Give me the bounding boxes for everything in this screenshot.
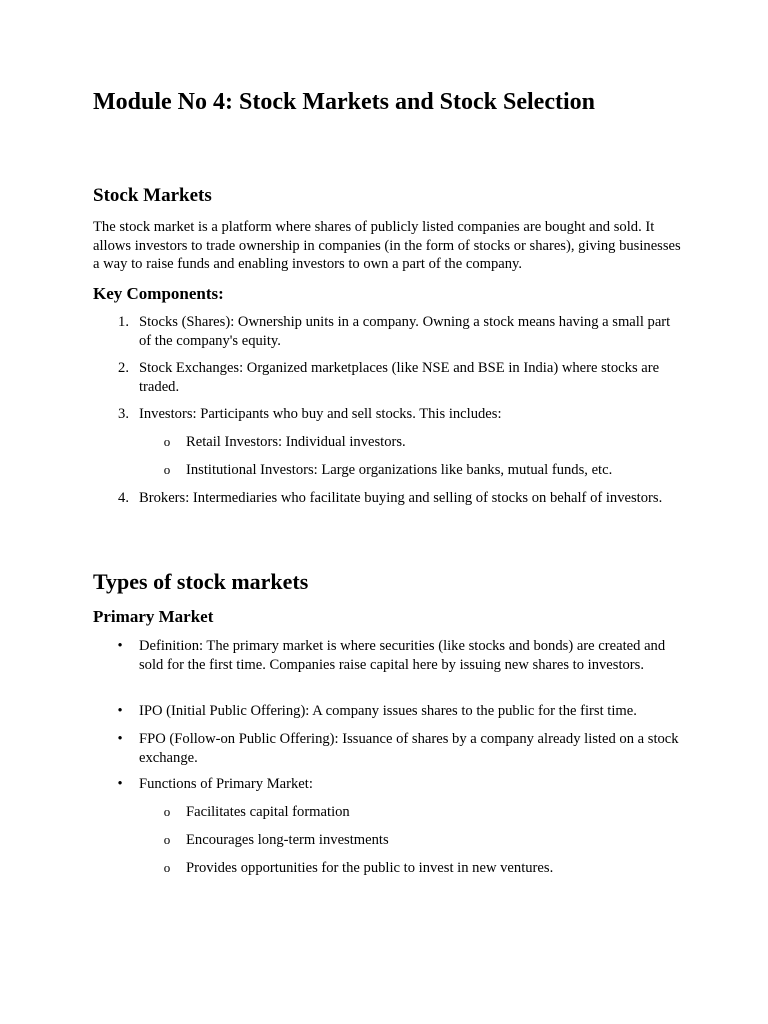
bullet: • — [117, 776, 123, 792]
list-number: 1. — [118, 314, 129, 330]
bullet: • — [117, 703, 123, 719]
list-item — [117, 730, 683, 767]
list-item-text: Definition: The primary market is where securities (like stocks and bonds) are created and sold for the first time. Companies raise capital here by issuing new shares to investors. — [139, 638, 666, 673]
list-item — [117, 637, 683, 674]
sub-bullet: o — [163, 804, 171, 819]
primary-market-heading: Primary Market — [93, 607, 214, 626]
list-item — [118, 405, 683, 424]
sub-list-item — [163, 433, 683, 452]
list-item — [117, 702, 683, 721]
bullet: • — [117, 731, 123, 747]
list-item — [117, 775, 683, 794]
sub-list-item-text: Provides opportunities for the public to invest in new ventures. — [186, 860, 554, 876]
list-item-text: Brokers: Intermediaries who facilitate buying and selling of stocks on behalf of investors. — [139, 490, 663, 506]
list-item — [118, 313, 683, 350]
list-item-text: Stock Exchanges: Organized marketplaces (like NSE and BSE in India) where stocks are traded. — [139, 360, 660, 395]
key-components-heading: Key Components: — [93, 284, 224, 303]
list-number: 4. — [118, 490, 129, 506]
list-item-text: IPO (Initial Public Offering): A company issues shares to the public for the first time. — [139, 703, 637, 719]
list-item-text: Investors: Participants who buy and sell stocks. This includes: — [139, 406, 502, 422]
sub-list-item-text: Retail Investors: Individual investors. — [186, 434, 406, 450]
page-title: Module No 4: Stock Markets and Stock Selection — [93, 89, 595, 115]
section-heading-types: Types of stock markets — [93, 569, 309, 594]
sub-list-item-text: Encourages long-term investments — [186, 832, 389, 848]
list-item — [118, 359, 683, 396]
sub-list-item — [163, 831, 683, 850]
sub-list-item-text: Institutional Investors: Large organizations like banks, mutual funds, etc. — [186, 462, 613, 478]
sub-list-item-text: Facilitates capital formation — [186, 804, 350, 820]
list-number: 3. — [118, 406, 129, 422]
sub-bullet: o — [163, 434, 171, 449]
sub-list-item — [163, 461, 683, 480]
sub-list-item — [163, 803, 683, 822]
bullet: • — [117, 638, 123, 654]
list-item-text: Stocks (Shares): Ownership units in a company. Owning a stock means having a small part of the company's equity. — [139, 314, 671, 349]
sub-bullet: o — [163, 462, 171, 477]
sub-bullet: o — [163, 860, 171, 875]
list-number: 2. — [118, 360, 129, 376]
sub-list-item — [163, 859, 683, 878]
stock-markets-intro: The stock market is a platform where shares of publicly listed companies are bought and sold. It allows investors to trade ownership in companies (in the form of stocks or shares), giving businesses a way to raise funds and enabling investors to own a part of the company. — [93, 219, 681, 273]
list-item-text: Functions of Primary Market: — [139, 776, 313, 792]
list-item-text: FPO (Follow-on Public Offering): Issuance of shares by a company already listed on a stock exchange. — [139, 731, 679, 766]
sub-bullet: o — [163, 832, 171, 847]
section-heading-stock-markets: Stock Markets — [93, 185, 212, 206]
list-item — [118, 489, 683, 508]
